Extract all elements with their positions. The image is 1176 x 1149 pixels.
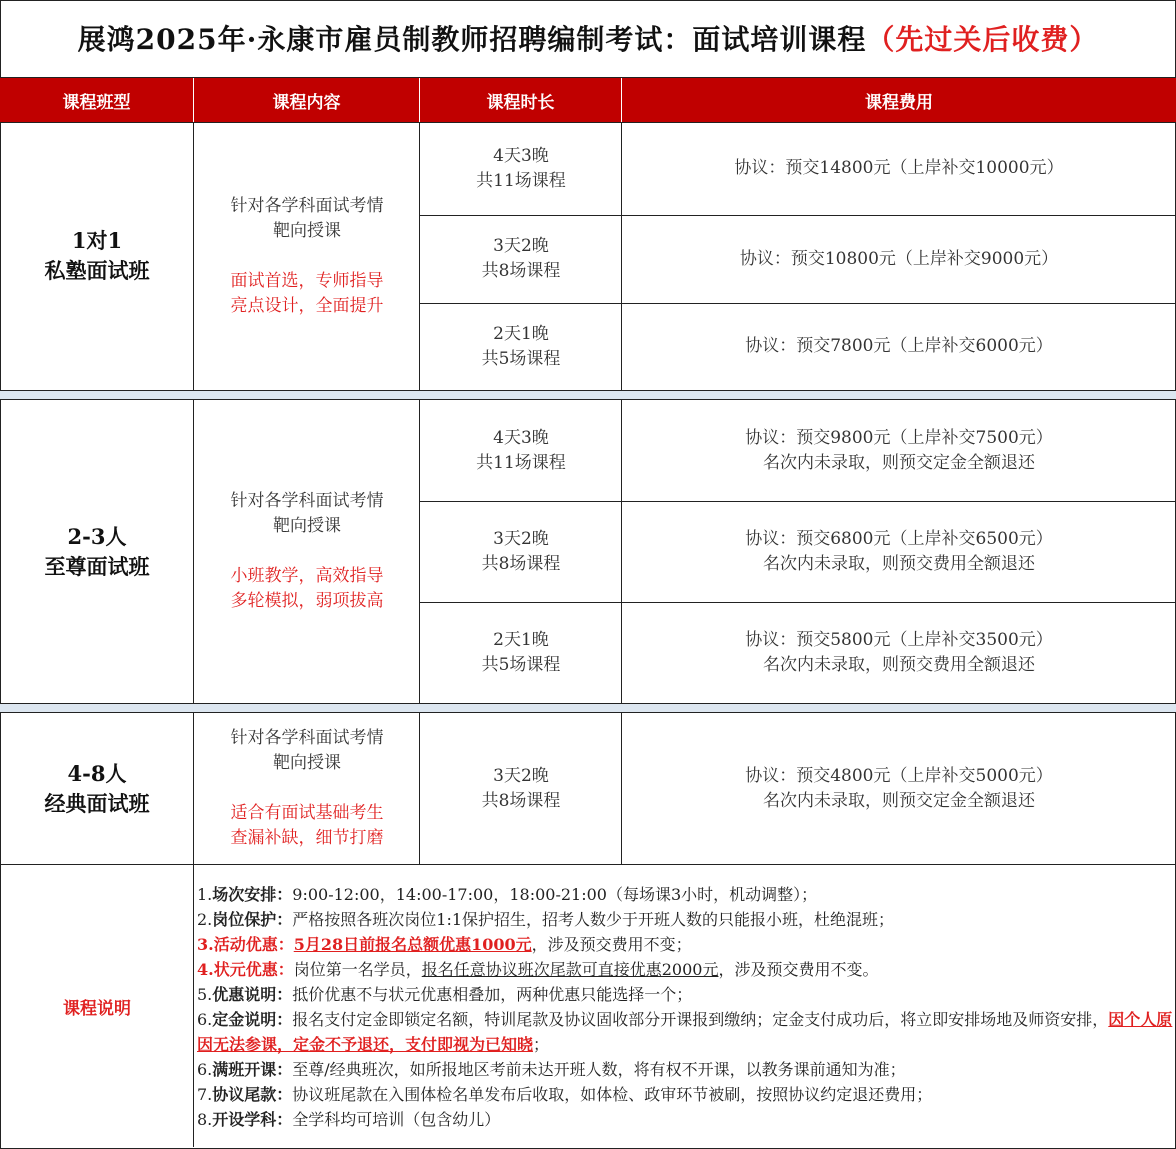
group3-feature-line2: 查漏补缺，细节打磨 (230, 828, 384, 848)
note-number: 3. (197, 935, 214, 954)
note-item (197, 1107, 1173, 1132)
duration-sessions: 共5场课程 (481, 654, 561, 675)
group1-name-line2: 私塾面试班 (44, 258, 150, 283)
fee-line: 协议：预交5800元（上岸补交3500元） (745, 629, 1053, 650)
header-content: 课程内容 (194, 78, 420, 122)
page-title (0, 0, 1176, 78)
notes-list (197, 882, 1173, 1132)
grid-line (0, 390, 1176, 391)
grid-line (193, 713, 194, 1147)
grid-line (621, 713, 622, 864)
group-separator-band (0, 391, 1176, 399)
note-text: 严格按照各班次岗位1:1保护招生，招考人数少于开班人数的只能报小班，杜绝混班； (292, 910, 895, 929)
group2-row1-duration (420, 400, 622, 501)
fee-line: 协议：预交14800元（上岸补交10000元） (734, 158, 1064, 178)
header-duration: 课程时长 (420, 78, 622, 122)
grid-line (0, 864, 1176, 865)
group2-feature-line2: 多轮模拟，弱项拔高 (230, 591, 384, 611)
group2-row1-fee (622, 400, 1176, 501)
fee-line: 协议：预交4800元（上岸补交5000元） (745, 765, 1053, 786)
grid-line (419, 122, 420, 390)
group1-feature-line2: 亮点设计，全面提升 (230, 295, 384, 316)
fee-line: 协议：预交7800元（上岸补交6000元） (745, 336, 1053, 356)
duration-sessions: 共8场课程 (481, 261, 561, 281)
group2-name-line2: 至尊面试班 (44, 553, 150, 579)
note-text: ； (533, 1035, 550, 1054)
group3-content-line2: 靶向授课 (273, 753, 341, 773)
note-text: 至尊/经典班次，如所报地区考前未达开班人数，将有权不开课，以教务课前通知为准； (292, 1060, 906, 1079)
duration-days: 2天1晚 (493, 323, 549, 344)
group2-name (0, 400, 194, 703)
note-item (197, 1082, 1173, 1107)
group3-name (0, 713, 194, 864)
note-number: 2. (197, 910, 213, 929)
group3-row1-duration (420, 713, 622, 864)
fee-line: 协议：预交9800元（上岸补交7500元） (745, 427, 1053, 448)
group1-content-line2: 靶向授课 (273, 220, 341, 241)
note-number: 7. (197, 1085, 213, 1104)
grid-line (621, 400, 622, 703)
grid-line (621, 122, 622, 390)
note-heading: 活动优惠： (213, 935, 294, 954)
title-main: 展鸿2025年·永康市雇员制教师招聘编制考试：面试培训课程 (77, 23, 867, 56)
grid-line (0, 712, 1176, 713)
group2-content-line1: 针对各学科面试考情 (230, 491, 384, 511)
group2-content-line2: 靶向授课 (273, 516, 341, 536)
note-heading: 满班开课： (212, 1060, 293, 1079)
fee-refund-line: 名次内未录取，则预交定金全额退还 (763, 790, 1035, 811)
note-item (197, 907, 1173, 932)
group1-row3-duration (420, 303, 622, 390)
group2-row3-duration (420, 602, 622, 703)
duration-sessions: 共8场课程 (481, 553, 561, 574)
note-text: 全学科均可培训（包含幼儿） (292, 1110, 501, 1129)
group1-content-line1: 针对各学科面试考情 (230, 195, 384, 216)
note-text: ，涉及预交费用不变。 (718, 960, 879, 979)
duration-days: 2天1晚 (493, 629, 549, 650)
note-underlined: 报名任意协议班次尾款可直接优惠2000元 (421, 960, 719, 979)
group2-feature-line1: 小班教学，高效指导 (230, 566, 384, 586)
note-text: 协议班尾款在入围体检名单发布后收取，如体检、政审环节被刷，按照协议约定退还费用； (292, 1085, 933, 1104)
note-emphasis: 5月28日前报名总额优惠1000元 (293, 935, 532, 954)
fee-refund-line: 名次内未录取，则预交定金全额退还 (763, 452, 1035, 473)
group1-row2-duration (420, 215, 622, 303)
group3-name-line2: 经典面试班 (44, 790, 150, 816)
grid-line (420, 501, 1176, 502)
group2-row2-fee (622, 501, 1176, 602)
grid-line (420, 602, 1176, 603)
note-text: ，涉及预交费用不变； (531, 935, 692, 954)
note-text: 抵价优惠不与状元优惠相叠加，两种优惠只能选择一个； (292, 985, 693, 1004)
duration-days: 3天2晚 (493, 236, 549, 256)
group2-content (194, 400, 420, 703)
duration-sessions: 共11场课程 (476, 452, 566, 473)
fee-refund-line: 名次内未录取，则预交费用全额退还 (763, 654, 1035, 675)
header-class-type: 课程班型 (0, 78, 194, 122)
fee-line: 协议：预交10800元（上岸补交9000元） (739, 248, 1059, 269)
fee-line: 协议：预交6800元（上岸补交6500元） (745, 528, 1053, 549)
group1-name-line1: 1对1 (71, 228, 123, 253)
note-number: 6. (197, 1060, 213, 1079)
notes-label-cell (0, 865, 194, 1147)
group3-content (194, 713, 420, 864)
grid-line (0, 399, 1176, 400)
duration-sessions: 共5场课程 (481, 348, 561, 369)
note-item (197, 982, 1173, 1007)
note-heading: 场次安排： (212, 885, 293, 904)
note-heading: 优惠说明： (212, 985, 293, 1004)
note-text: 9:00-12:00，14:00-17:00，18:00-21:00（每场课3小时，机动调整）； (292, 885, 818, 904)
grid-line (419, 713, 420, 864)
group2-row2-duration (420, 501, 622, 602)
note-heading: 状元优惠： (213, 960, 294, 979)
note-heading: 定金说明： (212, 1010, 293, 1029)
group1-row3-fee (622, 303, 1176, 390)
note-heading: 岗位保护： (212, 910, 293, 929)
note-item (197, 932, 1173, 957)
note-emphasis: 因个人原因无法参课，定金不予退还，支付即视为已知晓 (197, 1010, 1173, 1054)
note-item (197, 957, 1173, 982)
duration-sessions: 共8场课程 (481, 790, 561, 811)
note-item (197, 1007, 1173, 1057)
notes-label: 课程说明 (63, 998, 131, 1019)
group3-row1-fee (622, 713, 1176, 864)
note-number: 8. (197, 1110, 213, 1129)
note-text: 岗位第一名学员， (293, 960, 422, 979)
duration-days: 4天3晚 (493, 145, 549, 166)
fee-refund-line: 名次内未录取，则预交费用全额退还 (763, 553, 1035, 574)
grid-line (193, 122, 194, 390)
group3-content-line1: 针对各学科面试考情 (230, 728, 384, 748)
note-heading: 协议尾款： (212, 1085, 293, 1104)
title-highlight: （先过关后收费） (866, 23, 1099, 56)
note-number: 5. (197, 985, 213, 1004)
note-item (197, 1057, 1173, 1082)
group1-content (194, 122, 420, 390)
note-text: 报名支付定金即锁定名额，特训尾款及协议固收部分开课报到缴纳；定金支付成功后，将立即安排场地及师资安排， (292, 1010, 1109, 1029)
grid-line (0, 703, 1176, 704)
note-number: 6. (197, 1010, 213, 1029)
group3-feature-line1: 适合有面试基础考生 (230, 803, 384, 823)
group3-name-line1: 4-8人 (67, 760, 127, 786)
note-number: 1. (197, 885, 213, 904)
group-separator-band (0, 704, 1176, 712)
note-item (197, 882, 1173, 907)
header-fee: 课程费用 (622, 78, 1176, 122)
grid-line (420, 215, 1176, 216)
grid-line (193, 400, 194, 703)
grid-line (420, 303, 1176, 304)
duration-days: 3天2晚 (493, 528, 549, 549)
group1-feature-line1: 面试首选，专师指导 (230, 270, 384, 291)
group1-row1-fee (622, 122, 1176, 215)
group2-name-line1: 2-3人 (67, 523, 127, 549)
note-heading: 开设学科： (212, 1110, 293, 1129)
note-number: 4. (197, 960, 214, 979)
duration-sessions: 共11场课程 (476, 170, 566, 191)
group1-row2-fee (622, 215, 1176, 303)
duration-days: 3天2晚 (493, 765, 549, 786)
group1-row1-duration (420, 122, 622, 215)
group2-row3-fee (622, 602, 1176, 703)
grid-line (419, 400, 420, 703)
group1-name (0, 122, 194, 390)
duration-days: 4天3晚 (493, 427, 549, 448)
grid-line (0, 122, 1176, 123)
